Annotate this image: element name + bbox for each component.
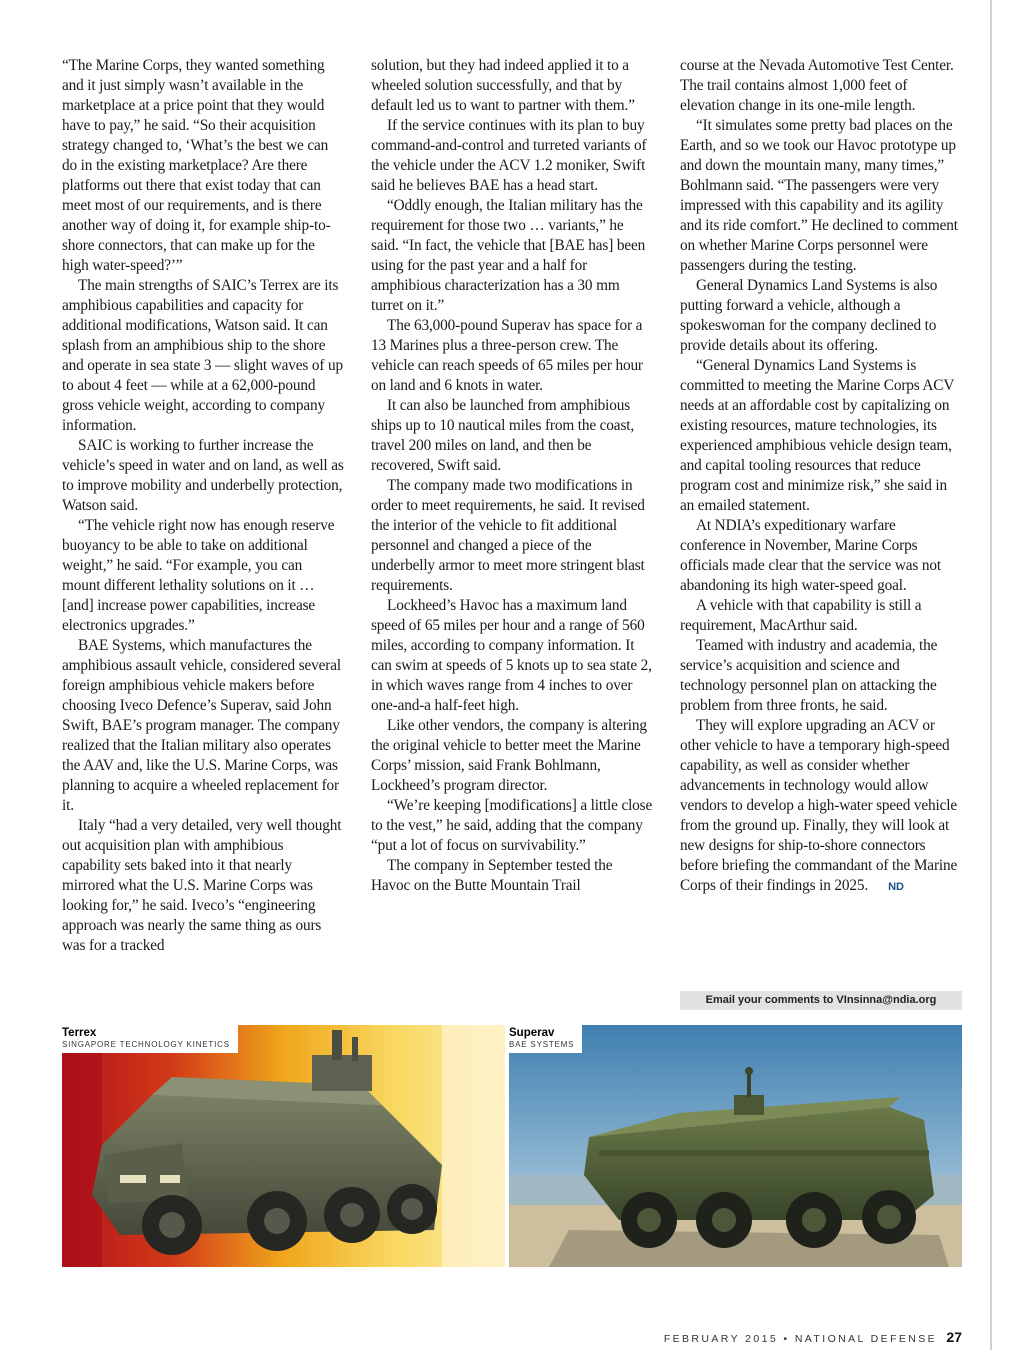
superav-vehicle-image [509, 1025, 962, 1267]
paragraph: If the service continues with its plan to buy command-and-control and turreted variants of the vehicle under the ACV 1.2 moniker, Swift said he believes BAE has a head start. [371, 117, 647, 194]
superav-caption-title: Superav [509, 1027, 555, 1039]
paragraph: At NDIA’s expeditionary warfare conference in November, Marine Corps officials made clear that the service was not abandoning its high water-speed goal. [680, 517, 941, 594]
paragraph: The 63,000-pound Superav has space for a 13 Marines plus a three-person crew. The vehicle can reach speeds of 65 miles per hour on land and 6 knots in water. [371, 317, 643, 394]
paragraph: SAIC is working to further increase the vehicle’s speed in water and on land, as well as to improve mobility and underbelly protection, Watson said. [62, 437, 344, 514]
article-column-1 [62, 56, 344, 956]
terrex-photo [62, 1025, 505, 1267]
paragraph: Teamed with industry and academia, the service’s acquisition and science and technology personnel plan on attacking the problem from three fronts, he said. [680, 637, 938, 714]
paragraph: “General Dynamics Land Systems is committed to meeting the Marine Corps ACV needs at an affordable cost by capitalizing on existing resources, mature technologies, its experienced amphibious vehicle design team, and capital tooling resources that reduce program cost and minimize risk,” she said in an emailed statement. [680, 357, 954, 514]
paragraph: “The Marine Corps, they wanted something and it just simply wasn’t available in the marketplace at a price point that they would have to pay,” he said. “So their acquisition strategy changed to, ‘What’s the best we can do in the existing marketplace? Are there platforms out there that exist today that can meet most of our requirements, and is there another way of doing it, for example ship-to-shore connectors, that can make up for the high water-speed?’” [62, 57, 331, 274]
paragraph: The company in September tested the Havoc on the Butte Mountain Trail [371, 857, 613, 894]
superav-caption [509, 1025, 582, 1053]
paragraph: Italy “had a very detailed, very well thought out acquisition plan with amphibious capability sets baked into it that nearly mirrored what the U.S. Marine Corps was looking for,” he said. Iveco’s “engineering approach was nearly the same thing as ours was for a tracked [62, 817, 342, 954]
footer-separator: • [783, 1333, 790, 1345]
paragraph-last [680, 716, 962, 897]
superav-caption-credit: BAE SYSTEMS [509, 1040, 575, 1049]
paragraph: course at the Nevada Automotive Test Center. The trail contains almost 1,000 feet of elevation change in its one-mile length. [680, 57, 954, 114]
email-prefix: Email your comments to [705, 994, 837, 1006]
paragraph: It can also be launched from amphibious ships up to 10 nautical miles from the coast, travel 200 miles on land, and then be recovered, Swift said. [371, 397, 635, 474]
paragraph: General Dynamics Land Systems is also putting forward a vehicle, although a spokeswoman for the company declined to provide details about its offering. [680, 277, 938, 354]
page-number: 27 [946, 1329, 962, 1345]
email-address-link[interactable]: VInsinna@ndia.org [836, 994, 937, 1006]
terrex-caption-credit: SINGAPORE TECHNOLOGY KINETICS [62, 1040, 230, 1049]
terrex-vehicle-image [62, 1025, 505, 1267]
article-column-3 [680, 56, 962, 897]
paragraph-last-text: They will explore upgrading an ACV or other vehicle to have a temporary high-speed capability, as well as consider whether advancements in technology would allow vendors to develop a high-water speed vehicle from the ground up. Finally, they will look at new designs for ship-to-shore connectors before briefing the commandant of the Marine Corps of their findings in 2025. [680, 717, 958, 894]
publication-name: NATIONAL DEFENSE [794, 1333, 938, 1345]
paragraph: solution, but they had indeed applied it to a wheeled solution successfully, and that by default led us to want to partner with them.” [371, 57, 635, 114]
paragraph: The company made two modifications in order to meet requirements, he said. It revised the interior of the vehicle to fit additional personnel and changed a piece of the underbelly armor to meet more stringent blast requirements. [371, 477, 645, 594]
paragraph: Lockheed’s Havoc has a maximum land speed of 65 miles per hour and a range of 560 miles, according to company information. It can swim at speeds of 5 knots up to sea state 2, in which waves range from 4 inches to over one-and-a half-feet high. [371, 597, 652, 714]
nd-end-mark-icon: ND [888, 881, 904, 893]
email-comments-box [680, 991, 962, 1010]
terrex-caption [62, 1025, 238, 1053]
paragraph: “We’re keeping [modifications] a little close to the vest,” he said, adding that the company “put a lot of focus on survivability.” [371, 797, 653, 854]
paragraph: The main strengths of SAIC’s Terrex are its amphibious capabilities and capacity for additional modifications, Watson said. It can splash from an amphibious ship to the shore and operate in sea state 3 — slight waves of up to about 4 feet — while at a 62,000-pound gross vehicle weight, according to company information. [62, 277, 343, 434]
paragraph: “The vehicle right now has enough reserve buoyancy to be able to take on additional weight,” he said. “For example, you can mount different lethality solutions on it … [and] increase power capabilities, increase electronics upgrades.” [62, 517, 335, 634]
paragraph: A vehicle with that capability is still a requirement, MacArthur said. [680, 597, 922, 634]
paragraph: “It simulates some pretty bad places on the Earth, and so we took our Havoc prototype up and down the mountain many, many times,” Bohlmann said. “The passengers were very impressed with this capability and its agility and its ride comfort.” He declined to comment on whether Marine Corps personnel were passengers during the testing. [680, 117, 958, 274]
superav-photo [509, 1025, 962, 1267]
page-footer [664, 1329, 962, 1345]
paragraph: Like other vendors, the company is altering the original vehicle to better meet the Marine Corps’ mission, said Frank Bohlmann, Lockheed’s program director. [371, 717, 647, 794]
article-column-2 [371, 56, 653, 896]
terrex-caption-title: Terrex [62, 1027, 97, 1039]
paragraph: BAE Systems, which manufactures the amphibious assault vehicle, considered several foreign amphibious vehicle makers before choosing Iveco Defence’s Superav, said John Swift, BAE’s program manager. The company realized that the Italian military also operates the AAV and, like the U.S. Marine Corps, was planning to acquire a wheeled replacement for it. [62, 637, 341, 814]
issue-date: FEBRUARY 2015 [663, 1333, 779, 1345]
paragraph: “Oddly enough, the Italian military has the requirement for those two … variants,” he said. “In fact, the vehicle that [BAE has] been using for the past year and a half for amphibious characterization has a 30 mm turret on it.” [371, 197, 646, 314]
page-edge-rule [990, 0, 992, 1350]
